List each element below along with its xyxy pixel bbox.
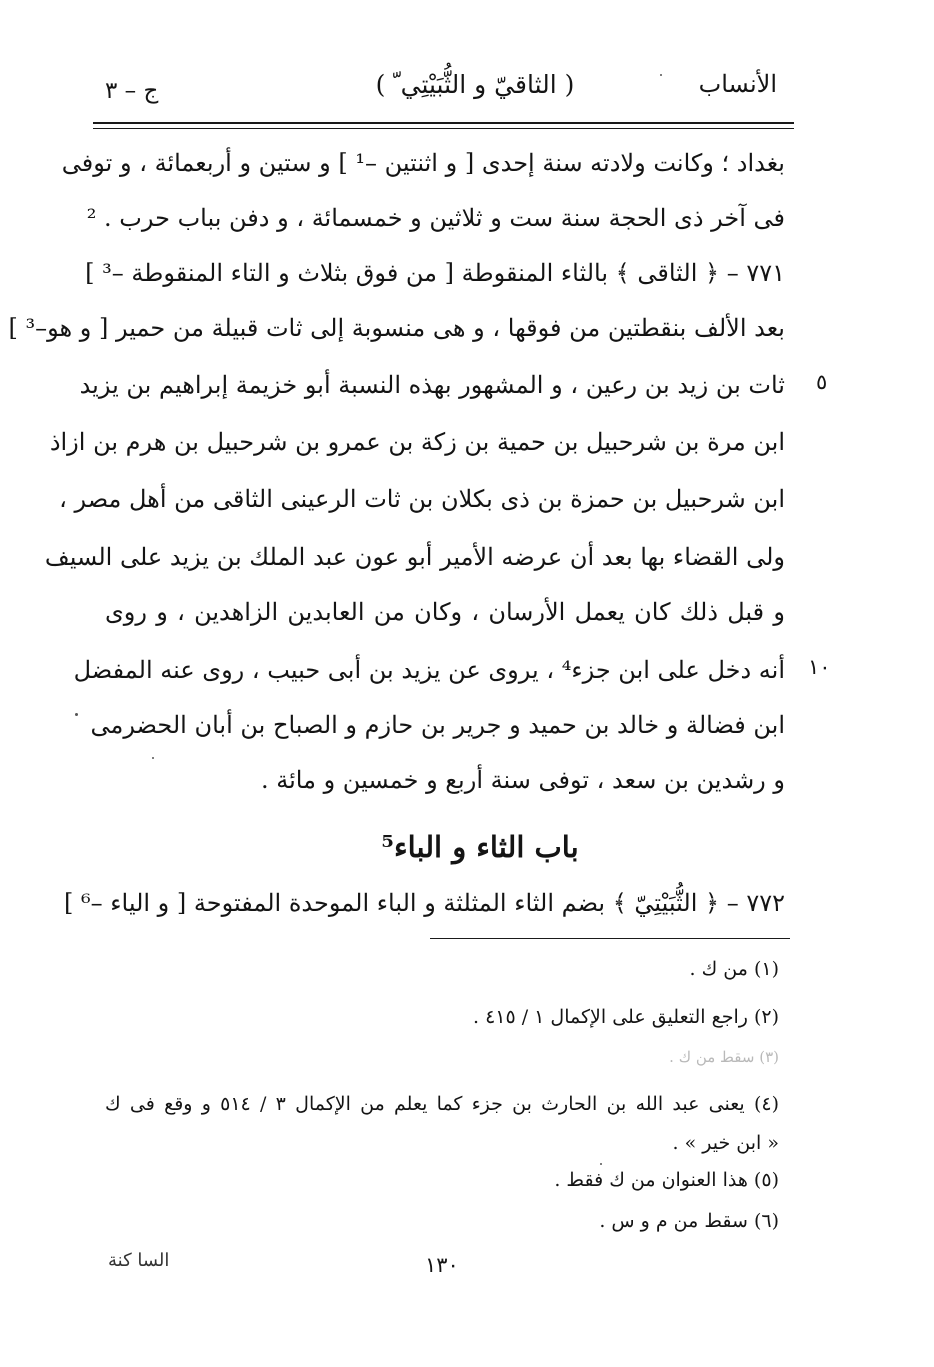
- footnote-6: (٦) سقط من م و س .: [599, 1210, 779, 1232]
- body-line-9: و قبل ذلك كان يعمل الأرسان ، وكان من العابدين الزاهدين ، و روى: [105, 598, 785, 626]
- body-line-1: بغداد ؛ وكانت ولادته سنة إحدى [ و اثنتين –¹ ] و ستين و أربعمائة ، و توفى: [61, 149, 785, 177]
- footnote-separator: [430, 938, 790, 939]
- footnote-5: (٥) هذا العنوان من ك فقط .: [554, 1169, 779, 1191]
- footnote-2: (٢) راجع التعليق على الإكمال ١ / ٤١٥ .: [472, 1006, 779, 1028]
- body-line-6: ابن مرة بن شرحبيل بن حمية بن زكة بن عمرو بن شرحبيل بن هرم بن ازاذ: [49, 428, 785, 456]
- running-header-right: الأنساب: [698, 70, 777, 98]
- body-line-11: ابن فضالة و خالد بن حميد و جرير بن حازم و الصباح بن أبان الحضرمى: [90, 711, 785, 739]
- entry-772-line: ٧٧٢ – ﴿ الثُّبَيْتِيّ ﴾ بضم الثاء المثلثة و الباء الموحدة المفتوحة [ و الياء –⁶ ]: [63, 889, 785, 917]
- body-line-8: ولى القضاء بها بعد أن عرضه الأمير أبو عون عبد الملك بن يزيد على السيف: [44, 543, 785, 571]
- body-line-10: أنه دخل على ابن جزء⁴ ، يروى عن يزيد بن أبى حبيب ، روى عنه المفضل: [73, 656, 785, 684]
- scan-speck: [600, 1163, 602, 1165]
- body-line-2: فى آخر ذى الحجة سنة ست و ثلاثين و خمسمائة ، و دفن بباب حرب . ²: [86, 204, 785, 232]
- footnote-1: (١) من ك .: [689, 958, 779, 980]
- body-line-4: بعد الألف بنقطتين من فوقها ، و هى منسوبة إلى ثات قبيلة من حمير [ و هو–³ ]: [8, 314, 785, 342]
- page-number: ١٣٠: [425, 1253, 459, 1277]
- section-heading: باب الثاء و الباء⁵: [381, 830, 579, 864]
- scan-speck: [152, 757, 154, 759]
- scan-speck: [75, 713, 78, 716]
- volume-indicator: ج – ٣: [105, 78, 159, 104]
- footnote-3: (٣) سقط من ك .: [669, 1048, 779, 1066]
- header-rule-thin: [93, 128, 794, 129]
- footnote-4: (٤) يعنى عبد الله بن الحارث بن جزء كما يعلم من الإكمال ٣ / ٥١٤ و وقع فى ك: [105, 1093, 779, 1115]
- body-line-12: و رشدين بن سعد ، توفى سنة أربع و خمسين و مائة .: [260, 766, 785, 794]
- footer-mark: السا كنة: [108, 1250, 170, 1271]
- running-header-center: ( الثاقيّ و الثُّبَيْتِي ّ ): [375, 70, 575, 99]
- footnote-4-continued: « ابن خير » .: [672, 1132, 779, 1154]
- body-line-7: ابن شرحبيل بن حمزة بن ذى بكلان بن ثات الرعينى الثاقى من أهل مصر ،: [59, 485, 785, 513]
- header-rule-thick: [93, 122, 794, 124]
- scan-speck: [660, 74, 662, 76]
- line-number-10: ١٠: [808, 655, 831, 679]
- line-number-5: ٥: [816, 370, 828, 394]
- body-line-5: ثات بن زيد بن رعين ، و المشهور بهذه النسبة أبو خزيمة إبراهيم بن يزيد: [79, 371, 785, 399]
- body-line-3: ٧٧١ – ﴿ الثاقى ﴾ بالثاء المنقوطة [ من فوق بثلاث و التاء المنقوطة –³ ]: [85, 259, 785, 287]
